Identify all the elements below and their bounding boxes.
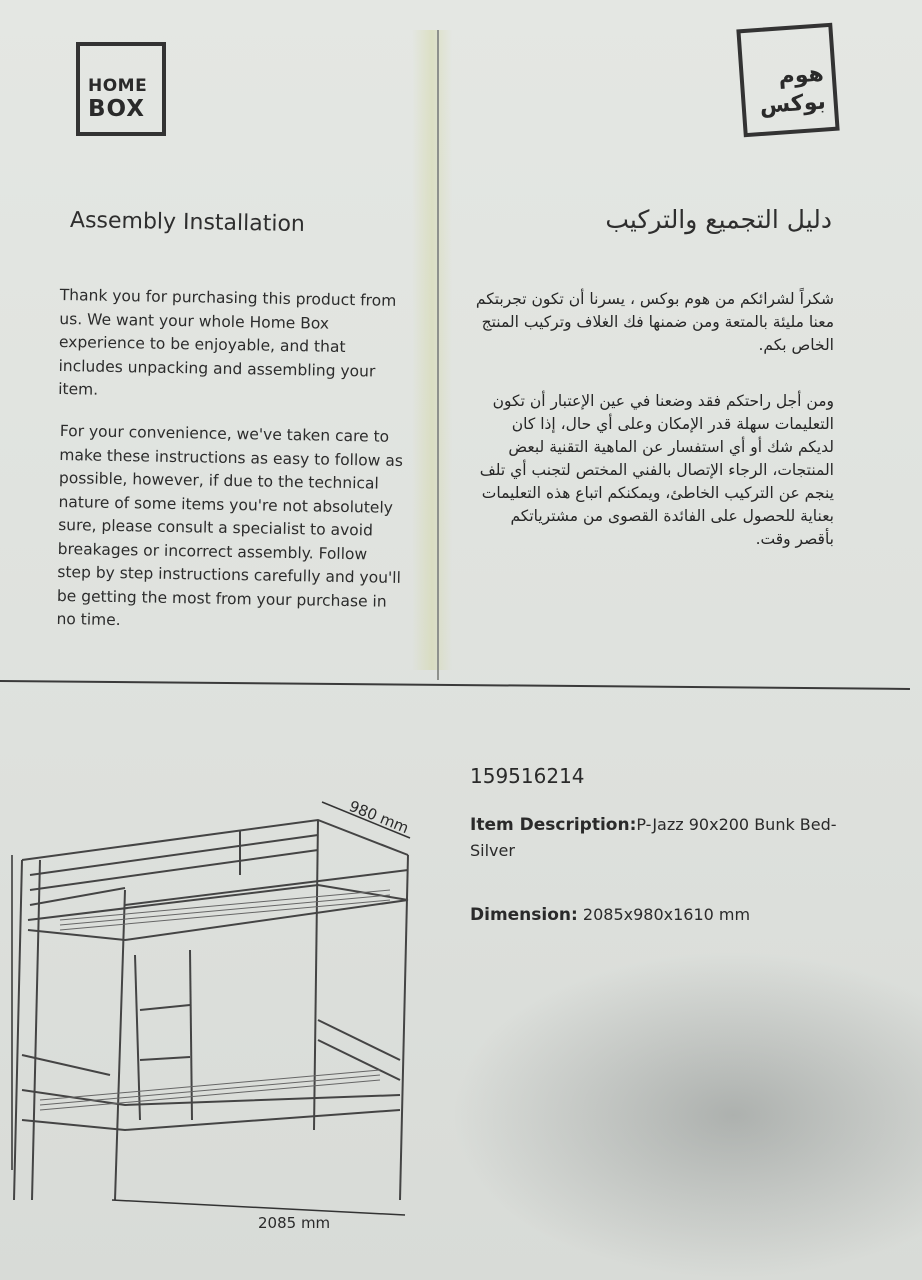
dimension-value: 2085x980x1610 mm (582, 905, 751, 924)
post-front-left (14, 860, 22, 1200)
lower-slats (40, 1070, 380, 1110)
product-code: 159516214 (470, 764, 585, 788)
photo-shadow (450, 950, 922, 1280)
logo-text-box: BOX (88, 96, 145, 122)
upper-frame-back (28, 885, 408, 920)
length-dimension-label: 2085 mm (258, 1214, 331, 1232)
ladder-left (135, 955, 140, 1120)
upper-guard-4 (125, 870, 408, 905)
item-description-value: P-Jazz 90x200 Bunk Bed-Silver (470, 815, 837, 860)
top-rail (22, 820, 408, 860)
center-fold-line (437, 30, 439, 680)
lower-frame-front (22, 1090, 400, 1105)
paragraph-en-2: For your convenience, we've taken care to make these instructions as easy to follow as possible, however, if due to the technical nature of some items you're not absolutely sure, please consult a specialist to avoid breakages or incorrect assembly. Follow step by step instructions carefully and you'll be getting the most from your purchase in no time. (56, 421, 404, 630)
paragraph-ar-2: ومن أجل راحتكم فقد وضعنا في عين الإعتبار أن تكون التعليمات سهلة قدر الإمكان وعلى أي حال، إذا كان لديكم شك أو أي استفسار عن الماهية التقنية لبعض المنتجات، الرجاء الإتصال بالفني المختص لتجنب أي تلف ينجم عن التركيب الخاطئ، ويمكنكم اتباع هذه التعليمات بعناية للحصول على الفائدة القصوى من مشترياتكم بأقصر وقت. (479, 392, 834, 548)
item-description (470, 812, 850, 864)
homebox-logo-en (76, 42, 166, 136)
lower-guard-right-1 (318, 1020, 400, 1060)
length-dimension-line (112, 1200, 405, 1215)
paragraph-en-1: Thank you for purchasing this product from us. We want your whole Home Box experience to be enjoyable, and that includes unpacking and assembling your item. (58, 285, 397, 399)
ladder-rung-1 (140, 1005, 190, 1010)
paper-stain (412, 30, 452, 670)
post-back-right (314, 820, 318, 1130)
homebox-logo-ar (736, 23, 839, 137)
ladder-rung-2 (140, 1057, 190, 1060)
logo-text-home: HOME (88, 76, 148, 96)
post-front-right (115, 890, 125, 1200)
dimension (470, 905, 750, 925)
title-english: Assembly Installation (69, 207, 306, 238)
bunk-bed-drawing (0, 760, 450, 1260)
logo-text-ar-2: بوكس (758, 89, 827, 119)
lower-frame-bottom (22, 1110, 400, 1130)
ladder-right (190, 950, 192, 1120)
post-front-left-inner (32, 860, 40, 1200)
paragraph-ar-1: شكراً لشرائكم من هوم بوكس ، يسرنا أن تكون تجربتكم معنا مليئة بالمتعة ومن ضمنها فك الغلاف وتركيب المنتج الخاص بكم. (475, 290, 834, 354)
dimension-label: Dimension: (470, 905, 578, 925)
width-dimension-label: 980 mm (346, 797, 412, 838)
title-arabic: دليل التجميع والتركيب (605, 205, 832, 234)
item-description-label: Item Description: (470, 815, 637, 835)
post-front-far (400, 855, 408, 1200)
logo-text-ar-1: هوم (777, 61, 825, 90)
upper-guard-3 (30, 888, 125, 905)
